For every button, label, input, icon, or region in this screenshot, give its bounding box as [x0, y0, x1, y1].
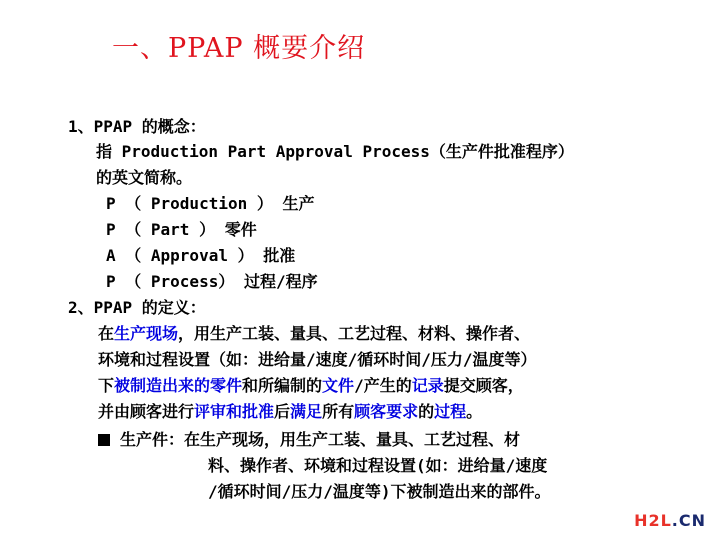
- acronym-item: P （ Production ） 生产: [106, 194, 315, 213]
- slide-title: 一、PPAP 概要介绍: [112, 33, 366, 64]
- definition-line2: 环境和过程设置（如：进给量/速度/循环时间/压力/温度等）: [98, 350, 537, 369]
- watermark-logo: H2L.CN: [634, 511, 706, 530]
- highlight-customer-requirements: 顾客要求: [354, 402, 419, 421]
- acronym-item: A （ Approval ） 批准: [106, 246, 296, 265]
- bullet-line3: /循环时间/压力/温度等)下被制造出来的部件。: [208, 482, 551, 501]
- highlight-manufactured-parts: 被制造出来的零件: [114, 376, 243, 395]
- acronym-item: P （ Process） 过程/程序: [106, 272, 318, 291]
- highlight-satisfy: 满足: [290, 402, 323, 421]
- section1-heading: 1、PPAP 的概念：: [68, 117, 206, 136]
- highlight-documents: 文件: [322, 376, 355, 395]
- highlight-process: 过程: [434, 402, 467, 421]
- bullet-label: 生产件：: [120, 430, 185, 449]
- highlight-review-approval: 评审和批准: [194, 402, 275, 421]
- acronym-item: P （ Part ） 零件: [106, 220, 257, 239]
- definition-line3: 下被制造出来的零件和所编制的文件/产生的记录提交顾客，: [98, 376, 524, 395]
- square-bullet-icon: [98, 434, 110, 446]
- definition-line1: 在生产现场，用生产工装、量具、工艺过程、材料、操作者、: [98, 324, 531, 343]
- highlight-records: 记录: [411, 376, 444, 395]
- bullet-line2: 料、操作者、环境和过程设置(如：进给量/速度: [208, 456, 548, 475]
- highlight-production-site: 生产现场: [114, 324, 179, 343]
- definition-line4: 并由顾客进行评审和批准后满足所有顾客要求的过程。: [98, 402, 483, 421]
- bullet-line1: 生产件：在生产现场，用生产工装、量具、工艺过程、材: [98, 430, 520, 450]
- section1-desc-line2: 的英文简称。: [96, 168, 193, 187]
- section2-heading: 2、PPAP 的定义：: [68, 298, 206, 317]
- section1-desc-line1: 指 Production Part Approval Process（生产件批准程序）: [96, 142, 574, 161]
